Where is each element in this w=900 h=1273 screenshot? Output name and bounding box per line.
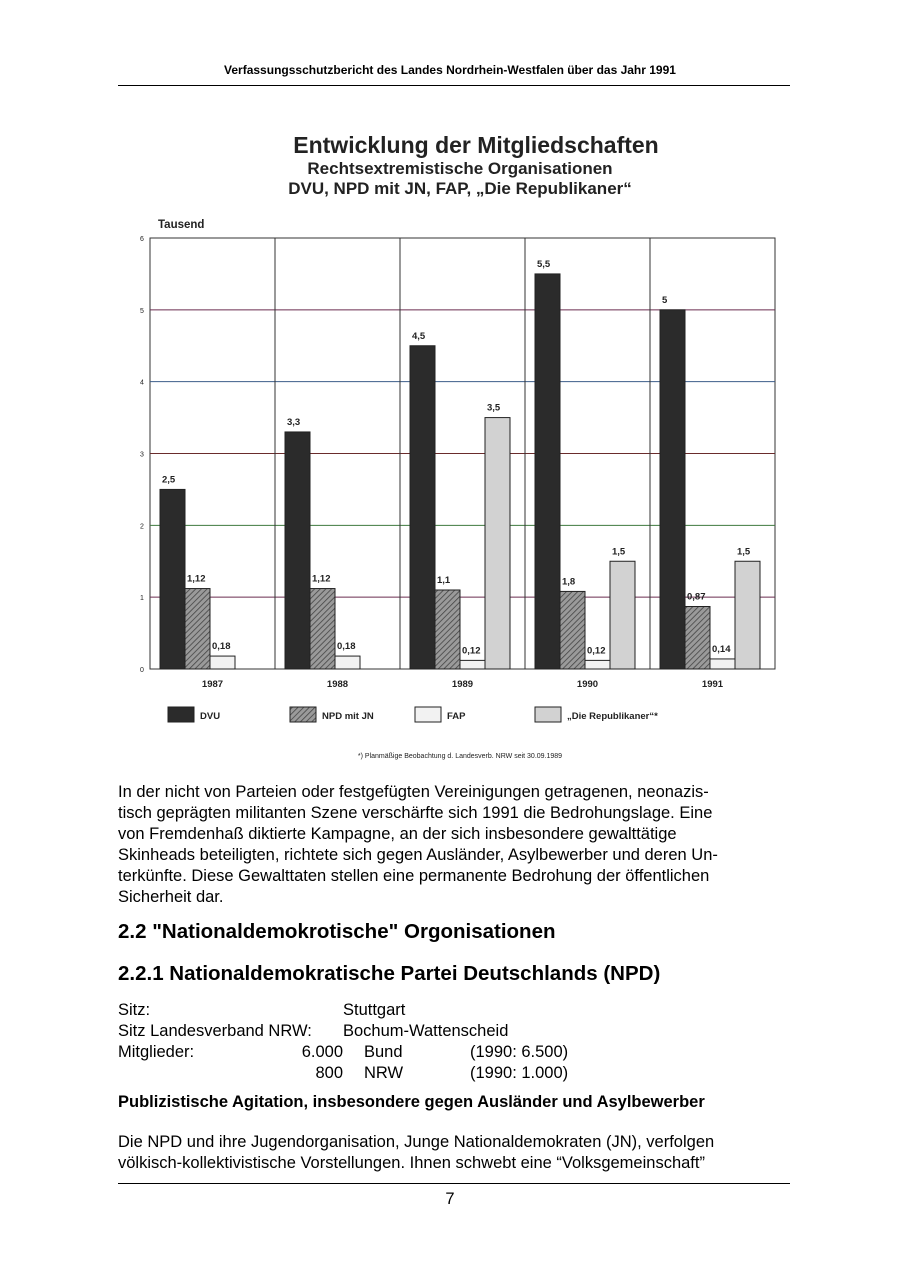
paragraph-line: von Fremdenhaß diktierte Kampagne, an der sich insbesondere gewalttätige — [118, 825, 677, 843]
legend-swatch — [168, 707, 194, 722]
bar-value-label: 5,5 — [537, 258, 551, 270]
paragraph-line: In der nicht von Parteien oder festgefügten Vereinigungen getragenen, neonazis- — [118, 783, 709, 801]
members-nrw-previous: (1990: 1.000) — [470, 1064, 569, 1082]
subheading-agitation: Publizistische Agitation, insbesondere gegen Ausländer und Asylbewerber — [118, 1093, 705, 1111]
paragraph-line: Skinheads beteiligten, richtete sich gegen Ausländer, Asylbewerber und deren Un- — [118, 846, 718, 864]
bar-dvu-1990 — [535, 274, 560, 669]
members-bund-count: 6.000 — [301, 1043, 343, 1061]
page-number: 7 — [445, 1190, 455, 1208]
paragraph-line: Die NPD und ihre Jugendorganisation, Junge Nationaldemokraten (JN), verfolgen — [118, 1133, 715, 1151]
bar-value-label: 4,5 — [412, 330, 426, 342]
plot-area — [140, 236, 775, 690]
bar-fap-1990 — [585, 660, 610, 669]
members-nrw-label: NRW — [364, 1064, 404, 1082]
chart-subtitle: Rechtsextremistische Organisationen — [307, 159, 613, 178]
y-tick-label: 2 — [140, 523, 144, 531]
bar-value-label: 0,14 — [712, 643, 731, 655]
bar-fap-1987 — [210, 656, 235, 669]
bar-dvu-1987 — [160, 489, 185, 669]
x-tick-label: 1990 — [576, 679, 599, 690]
bar-value-label: 0,12 — [587, 645, 606, 657]
paragraph-line: tisch geprägten militanten Szene verschärfte sich 1991 die Bedrohungslage. Eine — [118, 804, 713, 822]
bar-value-label: 1,8 — [562, 576, 576, 588]
bar-value-label: 0,12 — [462, 645, 481, 657]
members-nrw-count: 800 — [315, 1064, 343, 1082]
bar-value-label: 1,5 — [612, 546, 626, 558]
sitz-label: Sitz: — [118, 1001, 151, 1019]
landesverband-value: Bochum-Wattenscheid — [343, 1022, 509, 1040]
bar-fap-1991 — [710, 659, 735, 669]
bar-fap-1989 — [460, 660, 485, 669]
chart-subtitle-parties: DVU, NPD mit JN, FAP, „Die Republikaner“ — [288, 179, 632, 198]
members-bund-label: Bund — [364, 1043, 403, 1061]
paragraph-line: Sicherheit dar. — [118, 888, 224, 906]
legend-label: NPD mit JN — [322, 711, 374, 722]
members-label: Mitglieder: — [118, 1043, 195, 1061]
x-tick-label: 1988 — [326, 679, 349, 690]
legend-swatch — [535, 707, 561, 722]
chart-footnote: *) Planmäßige Beobachtung d. Landesverb. NRW seit 30.09.1989 — [357, 753, 563, 760]
y-tick-label: 4 — [140, 379, 144, 387]
membership-chart — [130, 128, 790, 768]
section-heading-2-2: 2.2 "Nationaldemokrotische" Orgonisationen — [118, 920, 556, 943]
chart-title: Entwicklung der Mitgliedschaften — [293, 132, 659, 158]
legend-swatch — [415, 707, 441, 722]
bar-value-label: 0,18 — [212, 641, 231, 653]
bar-npdmitjn-1990 — [560, 591, 585, 669]
header-rule — [118, 85, 790, 86]
landesverband-label: Sitz Landesverband NRW: — [118, 1022, 312, 1040]
bar-value-label: 1,5 — [737, 546, 751, 558]
section-heading-2-2-1: 2.2.1 Nationaldemokratische Partei Deutschlands (NPD) — [118, 962, 661, 985]
paragraph-line: terkünfte. Diese Gewalttaten stellen eine permanente Bedrohung der öffentlichen — [118, 867, 710, 885]
bar-dvu-1989 — [410, 346, 435, 669]
paragraph-line: völkisch-kollektivistische Vorstellungen. Ihnen schwebt eine “Volksgemeinschaft” — [118, 1154, 705, 1172]
x-tick-label: 1987 — [201, 679, 224, 690]
bar-fap-1988 — [335, 656, 360, 669]
x-tick-label: 1989 — [451, 679, 474, 690]
y-tick-label: 6 — [140, 236, 144, 243]
page-header: Verfassungsschutzbericht des Landes Nordrhein-Westfalen über das Jahr 1991 — [224, 63, 676, 77]
y-axis-label: Tausend — [158, 219, 205, 231]
legend-swatch — [290, 707, 316, 722]
y-tick-label: 5 — [140, 307, 144, 315]
bar-dierepublikaner-1991 — [735, 561, 760, 669]
bar-value-label: 0,18 — [337, 641, 356, 653]
bar-dierepublikaner-1989 — [485, 418, 510, 669]
bar-value-label: 1,12 — [187, 573, 206, 585]
bar-dierepublikaner-1990 — [610, 561, 635, 669]
legend-label: DVU — [200, 711, 221, 722]
chart-legend — [168, 707, 658, 722]
bar-value-label: 5 — [662, 294, 668, 306]
members-bund-previous: (1990: 6.500) — [470, 1043, 569, 1061]
legend-label: FAP — [447, 711, 466, 722]
bar-value-label: 0,87 — [687, 591, 706, 603]
bar-dvu-1988 — [285, 432, 310, 669]
y-tick-label: 1 — [140, 595, 144, 603]
y-tick-label: 0 — [140, 667, 144, 674]
bar-value-label: 2,5 — [162, 474, 176, 486]
paragraph-neonazi-scene — [118, 782, 790, 908]
y-tick-label: 3 — [140, 451, 144, 459]
bar-npdmitjn-1989 — [435, 590, 460, 669]
bar-value-label: 1,12 — [312, 573, 331, 585]
bar-value-label: 3,3 — [287, 416, 301, 428]
bar-dvu-1991 — [660, 310, 685, 669]
bar-npdmitjn-1991 — [685, 607, 710, 669]
x-tick-label: 1991 — [701, 679, 724, 690]
bar-value-label: 1,1 — [437, 574, 451, 586]
footer-rule — [118, 1183, 790, 1184]
bar-value-label: 3,5 — [487, 402, 501, 414]
bar-npdmitjn-1987 — [185, 589, 210, 669]
paragraph-npd-ideology — [118, 1132, 790, 1174]
legend-label: „Die Republikaner“* — [567, 711, 658, 722]
sitz-value: Stuttgart — [343, 1001, 406, 1019]
bar-npdmitjn-1988 — [310, 589, 335, 669]
